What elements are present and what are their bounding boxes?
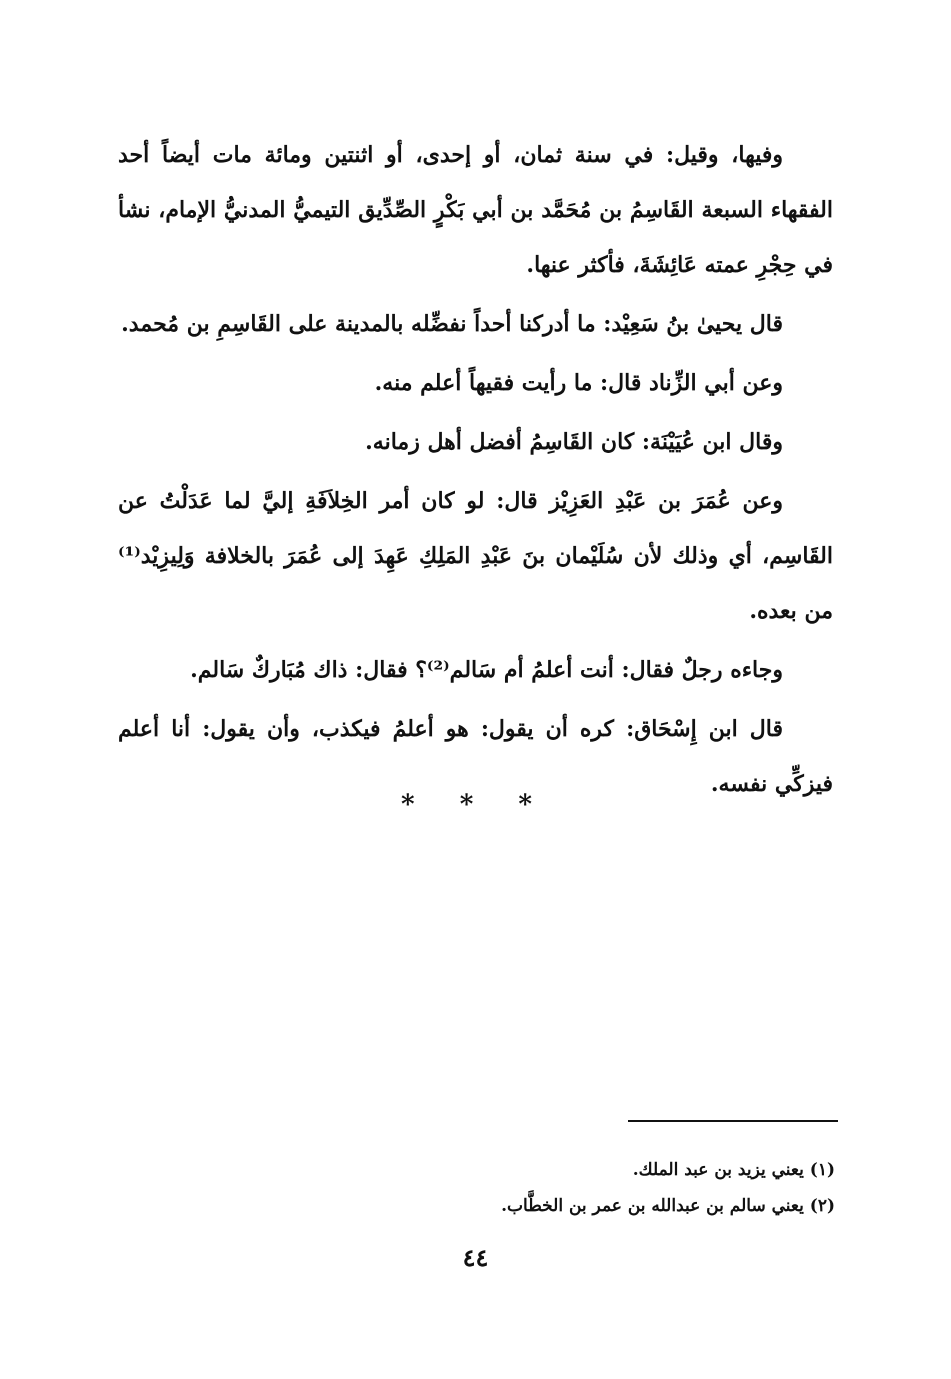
paragraph-ibn-ishaq-quote: قال ابن إِسْحَاق: كره أن يقول: هو أعلمُ فيكذب، وأن يقول: أنا أعلم فيزكِّي نفسه. xyxy=(118,716,833,797)
page-number: ٤٤ xyxy=(462,1243,489,1272)
paragraph-yahya-quote: قال يحيىٰ بنُ سَعِيْد: ما أدركنا أحداً نفضِّله بالمدينة على القَاسِمِ بن مُحمد. xyxy=(121,311,783,337)
section-separator: * * * xyxy=(401,790,550,820)
footnote-1: (١) يعني يزيد بن عبد الملك. xyxy=(632,1160,835,1180)
footnotes xyxy=(300,1152,835,1224)
footnote-divider xyxy=(628,1120,838,1122)
paragraph-ibn-uyayna-quote: وقال ابن عُيَيْنَة: كان القَاسِمُ أفضل أهل زمانه. xyxy=(365,429,783,455)
main-text xyxy=(118,128,833,816)
footnote-2: (٢) يعني سالم بن عبدالله بن عمر بن الخطَّاب. xyxy=(501,1196,835,1216)
paragraph-abu-zinad-quote: وعن أبي الزِّناد قال: ما رأيت فقيهاً أعلم منه. xyxy=(374,370,783,396)
paragraph-salim-question: وجاءه رجلٌ فقال: أنت أعلمُ أم سَالم⁽²⁾؟ فقال: ذاك مُبَاركٌ سَالم. xyxy=(190,657,783,683)
paragraph-death-of-qasim: وفيها، وقيل: في سنة ثمان، أو إحدى، أو اثنتين ومائة مات أيضاً أحد الفقهاء السبعة القَاسِمُ بن مُحَمَّد بن أبي بَكْرٍ الصِّدِّيق التيميُّ المدنيُّ الإمام، نشأ في حِجْرِ عمته عَائِشَةَ، فأكثر عنها. xyxy=(118,142,833,278)
paragraph-umar-quote: وعن عُمَرَ بن عَبْدِ العَزِيْز قال: لو كان أمر الخِلاَفَةِ إليَّ لما عَدَلْتُ عن القَاسِم، أي وذلك لأن سُلَيْمان بنَ عَبْدِ المَلِكِ عَهِدَ إلى عُمَرَ بالخلافة وَلِيزِيْد⁽¹⁾ من بعده. xyxy=(118,488,833,624)
